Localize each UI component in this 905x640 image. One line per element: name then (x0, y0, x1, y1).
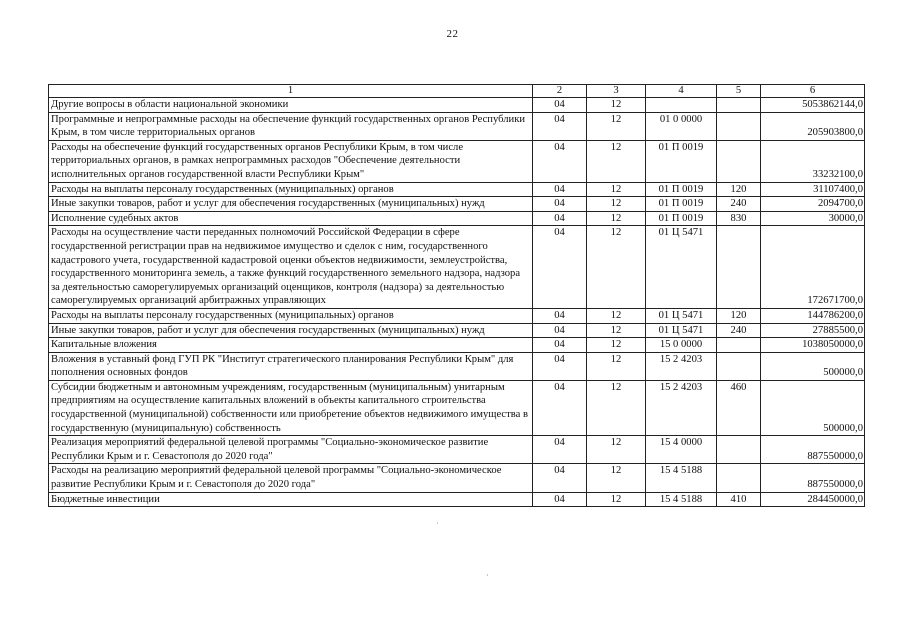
row-name: Расходы на обеспечение функций государственных органов Республики Крым, в том числе территориальных органов, в рамках непрограммных расходов "Обеспечение деятельности исполнительных органов государственной власти Республики Крым" (49, 140, 533, 182)
row-name: Исполнение судебных актов (49, 211, 533, 226)
row-expense-type-code (717, 112, 761, 140)
row-target-code: 15 2 4203 (646, 352, 717, 380)
row-section-code: 04 (533, 380, 587, 435)
row-subsection-code: 12 (587, 211, 646, 226)
row-target-code: 15 4 5188 (646, 492, 717, 507)
row-amount: 30000,0 (761, 211, 865, 226)
row-subsection-code: 12 (587, 380, 646, 435)
row-section-code: 04 (533, 226, 587, 309)
row-subsection-code: 12 (587, 197, 646, 212)
row-amount: 1038050000,0 (761, 338, 865, 353)
row-section-code: 04 (533, 436, 587, 464)
row-target-code: 15 4 0000 (646, 436, 717, 464)
row-name: Программные и непрограммные расходы на обеспечение функций государственных органов Республики Крым, в том числе территориальных органов (49, 112, 533, 140)
table-row (49, 140, 865, 182)
row-target-code: 01 П 0019 (646, 197, 717, 212)
table-row (49, 338, 865, 353)
row-amount: 887550000,0 (761, 464, 865, 492)
row-expense-type-code: 240 (717, 197, 761, 212)
row-expense-type-code (717, 464, 761, 492)
row-expense-type-code: 120 (717, 308, 761, 323)
row-section-code: 04 (533, 464, 587, 492)
table-row (49, 352, 865, 380)
row-name: Иные закупки товаров, работ и услуг для обеспечения государственных (муниципальных) нужд (49, 197, 533, 212)
column-number: 5 (717, 85, 761, 98)
row-expense-type-code: 410 (717, 492, 761, 507)
column-number: 2 (533, 85, 587, 98)
column-number: 1 (49, 85, 533, 98)
row-name: Иные закупки товаров, работ и услуг для обеспечения государственных (муниципальных) нужд (49, 323, 533, 338)
row-name: Реализация мероприятий федеральной целевой программы "Социально-экономическое развитие Республики Крым и г. Севастополя до 2020 года" (49, 436, 533, 464)
row-target-code: 01 Ц 5471 (646, 226, 717, 309)
column-number-row (49, 85, 865, 98)
row-amount: 144786200,0 (761, 308, 865, 323)
row-target-code: 15 0 0000 (646, 338, 717, 353)
budget-table (48, 84, 865, 507)
row-subsection-code: 12 (587, 140, 646, 182)
row-amount: 5053862144,0 (761, 98, 865, 113)
page-number: 22 (446, 28, 459, 40)
row-expense-type-code (717, 352, 761, 380)
row-expense-type-code: 120 (717, 182, 761, 197)
row-name: Расходы на выплаты персоналу государственных (муниципальных) органов (49, 182, 533, 197)
row-amount: 27885500,0 (761, 323, 865, 338)
row-expense-type-code (717, 226, 761, 309)
table-row (49, 112, 865, 140)
row-target-code: 01 0 0000 (646, 112, 717, 140)
row-name: Капитальные вложения (49, 338, 533, 353)
row-subsection-code: 12 (587, 98, 646, 113)
row-amount: 887550000,0 (761, 436, 865, 464)
table-row (49, 323, 865, 338)
row-subsection-code: 12 (587, 323, 646, 338)
row-expense-type-code (717, 140, 761, 182)
table-row (49, 182, 865, 197)
row-name: Другие вопросы в области национальной экономики (49, 98, 533, 113)
row-target-code: 01 П 0019 (646, 140, 717, 182)
row-target-code: 01 П 0019 (646, 211, 717, 226)
row-expense-type-code (717, 98, 761, 113)
table-row (49, 464, 865, 492)
row-target-code: 15 4 5188 (646, 464, 717, 492)
table-row (49, 308, 865, 323)
row-target-code: 01 Ц 5471 (646, 323, 717, 338)
table-row (49, 436, 865, 464)
table-row (49, 226, 865, 309)
row-section-code: 04 (533, 323, 587, 338)
row-section-code: 04 (533, 140, 587, 182)
row-amount: 500000,0 (761, 380, 865, 435)
row-subsection-code: 12 (587, 182, 646, 197)
column-number: 6 (761, 85, 865, 98)
row-subsection-code: 12 (587, 436, 646, 464)
row-section-code: 04 (533, 98, 587, 113)
row-section-code: 04 (533, 211, 587, 226)
table-row (49, 197, 865, 212)
scan-speck: · (436, 519, 439, 528)
row-amount: 33232100,0 (761, 140, 865, 182)
row-name: Субсидии бюджетным и автономным учреждениям, государственным (муниципальным) унитарным предприятиям на осуществление капитальных вложений в объекты капитального строительства государственной (муниципальной) собственности или приобретение объектов недвижимого имущества в государственную (муниципальную) собственность (49, 380, 533, 435)
row-amount: 205903800,0 (761, 112, 865, 140)
scan-speck: · (486, 571, 489, 580)
row-target-code (646, 98, 717, 113)
row-name: Расходы на выплаты персоналу государственных (муниципальных) органов (49, 308, 533, 323)
row-expense-type-code (717, 338, 761, 353)
row-expense-type-code: 830 (717, 211, 761, 226)
row-name: Бюджетные инвестиции (49, 492, 533, 507)
row-expense-type-code (717, 436, 761, 464)
row-target-code: 01 П 0019 (646, 182, 717, 197)
row-subsection-code: 12 (587, 112, 646, 140)
row-section-code: 04 (533, 338, 587, 353)
table-row (49, 211, 865, 226)
row-target-code: 15 2 4203 (646, 380, 717, 435)
table-body (49, 85, 865, 507)
row-section-code: 04 (533, 197, 587, 212)
row-amount: 172671700,0 (761, 226, 865, 309)
row-section-code: 04 (533, 352, 587, 380)
row-expense-type-code: 240 (717, 323, 761, 338)
column-number: 4 (646, 85, 717, 98)
row-subsection-code: 12 (587, 492, 646, 507)
row-subsection-code: 12 (587, 352, 646, 380)
row-amount: 500000,0 (761, 352, 865, 380)
row-subsection-code: 12 (587, 464, 646, 492)
row-name: Расходы на реализацию мероприятий федеральной целевой программы "Социально-экономическое развитие Республики Крым и г. Севастополя до 2020 года" (49, 464, 533, 492)
row-expense-type-code: 460 (717, 380, 761, 435)
row-amount: 284450000,0 (761, 492, 865, 507)
row-name: Расходы на осуществление части переданных полномочий Российской Федерации в сфере государственной регистрации прав на недвижимое имущество и сделок с ним, государственного кадастрового учета, государственной кадастровой оценки объектов недвижимости, землеустройства, государственного мониторинга земель, а также функций государственного земельного надзора, надзора за деятельностью саморегулируемых организаций оценщиков, контроля (надзора) за деятельностью саморегулируемых организаций арбитражных управляющих (49, 226, 533, 309)
row-subsection-code: 12 (587, 226, 646, 309)
row-amount: 2094700,0 (761, 197, 865, 212)
column-number: 3 (587, 85, 646, 98)
row-section-code: 04 (533, 182, 587, 197)
row-section-code: 04 (533, 308, 587, 323)
row-subsection-code: 12 (587, 308, 646, 323)
row-section-code: 04 (533, 492, 587, 507)
row-amount: 31107400,0 (761, 182, 865, 197)
row-subsection-code: 12 (587, 338, 646, 353)
table-row (49, 98, 865, 113)
table-row (49, 380, 865, 435)
table-row (49, 492, 865, 507)
row-name: Вложения в уставный фонд ГУП РК "Институт стратегического планирования Республики Крым" для пополнения основных фондов (49, 352, 533, 380)
row-section-code: 04 (533, 112, 587, 140)
row-target-code: 01 Ц 5471 (646, 308, 717, 323)
